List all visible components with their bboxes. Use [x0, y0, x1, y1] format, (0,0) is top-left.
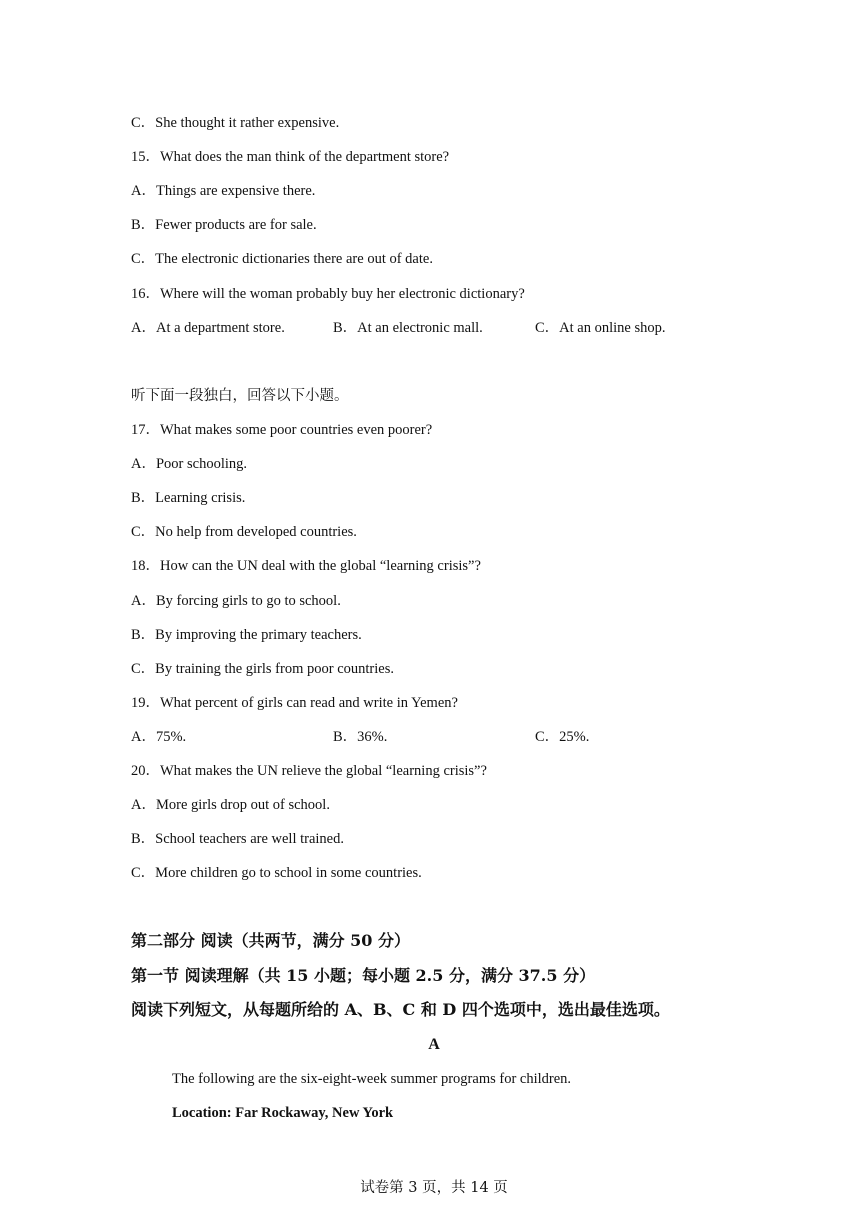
q17-option-a: A．Poor schooling. [131, 456, 247, 472]
q16-option-a: A．At a department store. [131, 320, 285, 336]
page-footer: 试卷第 3 页，共 14 页 [360, 1180, 508, 1196]
q19-option-b: B．36%. [333, 729, 388, 745]
q18-option-a: A．By forcing girls to go to school. [131, 593, 341, 609]
location-line: Location: Far Rockaway, New York [172, 1105, 394, 1121]
question-18: 18．How can the UN deal with the global “learning crisis”? [131, 558, 481, 574]
question-16: 16．Where will the woman probably buy her electronic dictionary? [131, 286, 525, 302]
q17-option-c: C．No help from developed countries. [131, 524, 357, 540]
q20-option-b: B．School teachers are well trained. [131, 831, 344, 847]
question-17: 17．What makes some poor countries even poorer? [131, 422, 433, 438]
q20-option-c: C．More children go to school in some countries. [131, 865, 422, 881]
q18-option-b: B．By improving the primary teachers. [131, 627, 362, 643]
q16-option-b: B．At an electronic mall. [333, 320, 483, 336]
q19-option-a: A．75%. [131, 729, 187, 745]
question-15: 15．What does the man think of the department store? [131, 149, 450, 165]
reading-instruction: 阅读下列短文，从每题所给的 A、B、C 和 D 四个选项中，选出最佳选项。 [131, 1000, 670, 1019]
question-20: 20．What makes the UN relieve the global “learning crisis”? [131, 763, 487, 779]
q17-option-b: B．Learning crisis. [131, 490, 246, 506]
passage-intro: The following are the six-eight-week summer programs for children. [172, 1071, 572, 1087]
q18-option-c: C．By training the girls from poor countries. [131, 661, 394, 677]
section-1-heading: 第一节 阅读理解（共 15 小题；每小题 2.5 分，满分 37.5 分） [131, 966, 596, 985]
q15-option-b: B．Fewer products are for sale. [131, 217, 317, 233]
q20-option-a: A．More girls drop out of school. [131, 797, 330, 813]
q14-option-c: C．She thought it rather expensive. [131, 115, 340, 131]
q15-option-c: C．The electronic dictionaries there are out of date. [131, 251, 433, 267]
question-19: 19．What percent of girls can read and write in Yemen? [131, 695, 458, 711]
q16-option-c: C．At an online shop. [535, 320, 666, 336]
monologue-instruction: 听下面一段独白，回答以下小题。 [131, 388, 349, 404]
passage-label: A [428, 1036, 440, 1053]
q19-option-c: C．25%. [535, 729, 590, 745]
q15-option-a: A．Things are expensive there. [131, 183, 316, 199]
part-2-heading: 第二部分 阅读（共两节，满分 50 分） [131, 931, 410, 950]
